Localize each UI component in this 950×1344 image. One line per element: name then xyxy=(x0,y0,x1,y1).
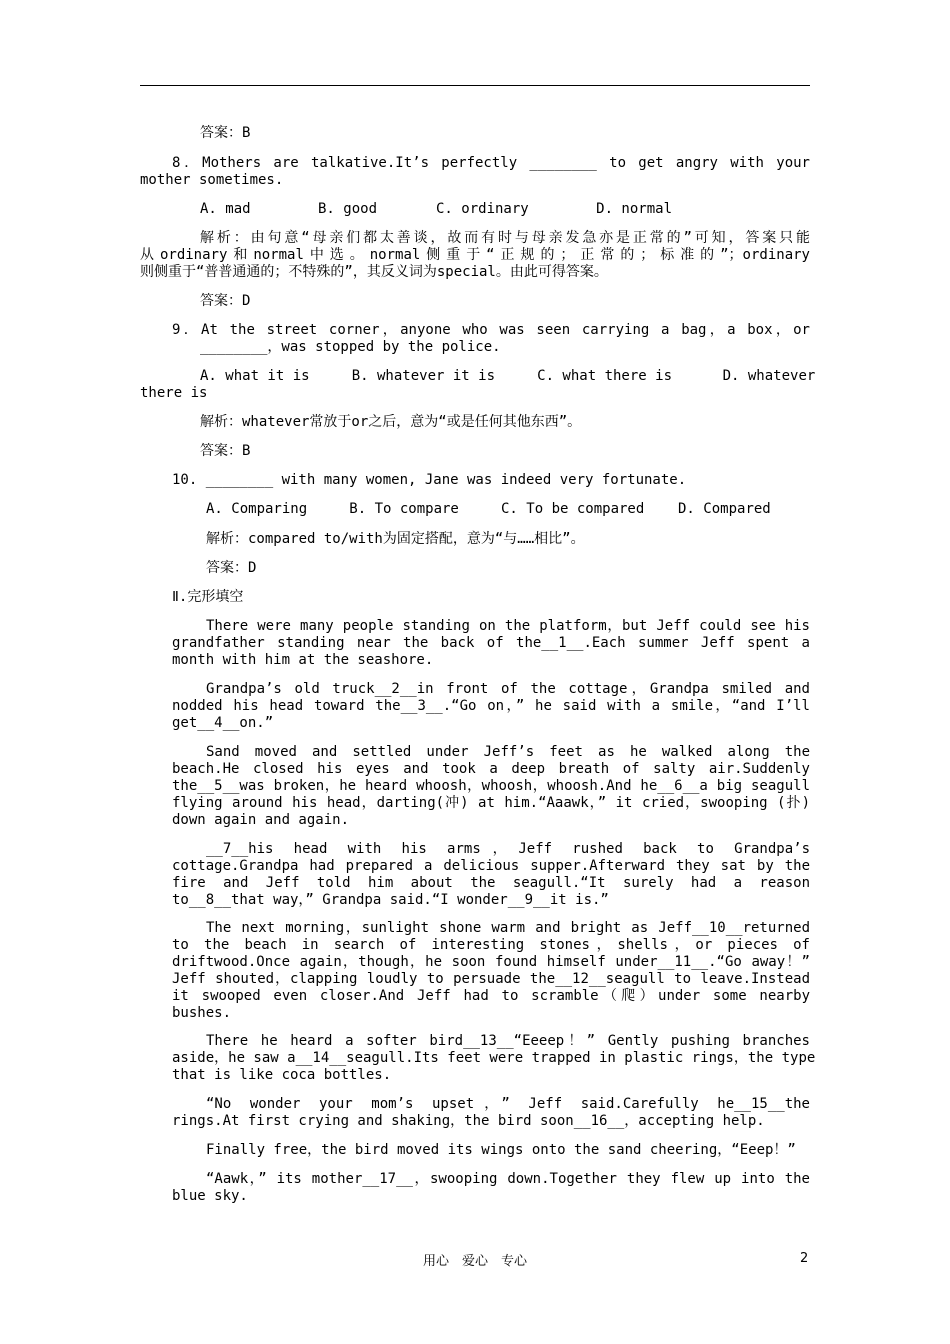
question-10-options: A. Comparing B. To compare C. To be compared D. Compared xyxy=(206,501,771,517)
cloze-p9-line-1: “Aawk，” its mother__17__，swooping down.Together they flew up into the xyxy=(206,1171,810,1187)
header-rule xyxy=(140,85,810,86)
question-8-line-2: mother sometimes. xyxy=(140,172,284,188)
cloze-p1-line-1: There were many people standing on the platform，but Jeff could see his xyxy=(206,618,810,634)
cloze-p6-line-2: aside，he saw a__14__seagull.Its feet were trapped in plastic rings，the type xyxy=(172,1050,816,1066)
answer-10: 答案：D xyxy=(206,560,257,576)
cloze-p3-line-1: Sand moved and settled under Jeff’s feet as he walked along the xyxy=(206,744,810,760)
cloze-p4-line-4: to__8__that way，” Grandpa said.“I wonder__9__it is.” xyxy=(172,892,609,908)
cloze-p2-line-1: Grandpa’s old truck__2__in front of the cottage，Grandpa smiled and xyxy=(206,681,810,697)
cloze-p1-line-2: grandfather standing near the back of the__1__.Each summer Jeff spent a xyxy=(172,635,810,651)
cloze-p9-line-2: blue sky. xyxy=(172,1188,248,1204)
cloze-p3-line-2: beach.He closed his eyes and took a deep breath of salty air.Suddenly xyxy=(172,761,810,777)
answer-8: 答案：D xyxy=(200,293,251,309)
cloze-p5-line-3: driftwood.Once again，though，he soon found himself under__11__.“Go away！” xyxy=(172,954,810,970)
cloze-p5-line-2: to the beach in search of interesting stones，shells，or pieces of xyxy=(172,937,810,953)
page-number: 2 xyxy=(800,1251,809,1266)
explanation-8-line-2: 从ordinary和normal中选。normal侧重于“正规的；正常的；标准的”；ordinary xyxy=(140,247,810,263)
answer-7: 答案：B xyxy=(200,125,251,141)
explanation-8-line-1: 解析：由句意“母亲们都太善谈，故而有时与母亲发急亦是正常的”可知，答案只能 xyxy=(200,230,810,246)
section-heading-cloze: Ⅱ.完形填空 xyxy=(172,589,244,605)
cloze-p1-line-3: month with him at the seashore. xyxy=(172,652,434,668)
cloze-p8-line-1: Finally free，the bird moved its wings onto the sand cheering，“Eeep！” xyxy=(206,1142,796,1158)
cloze-p7-line-2: rings.At first crying and shaking，the bird soon__16__，accepting help. xyxy=(172,1113,765,1129)
cloze-p5-line-1: The next morning，sunlight shone warm and bright as Jeff__10__returned xyxy=(206,920,810,936)
answer-9: 答案：B xyxy=(200,443,251,459)
explanation-10: 解析：compared to/with为固定搭配，意为“与……相比”。 xyxy=(206,531,585,547)
cloze-p3-line-5: down again and again. xyxy=(172,812,350,828)
cloze-p4-line-2: cottage.Grandpa had prepared a delicious supper.Afterward they sat by the xyxy=(172,858,810,874)
cloze-p2-line-2: nodded his head toward the__3__.“Go on，” he said with a smile，“and I’ll xyxy=(172,698,810,714)
cloze-p6-line-3: that is like coca bottles. xyxy=(172,1067,392,1083)
question-9-line-1: 9．At the street corner，anyone who was seen carrying a bag，a box，or xyxy=(172,322,810,338)
cloze-p3-line-4: flying around his head，darting(冲) at him.“Aaawk，” it cried，swooping (扑) xyxy=(172,795,810,811)
explanation-8-line-3: 则侧重于“普普通通的；不特殊的”，其反义词为special。由此可得答案。 xyxy=(140,264,608,280)
cloze-p3-line-3: the__5__was broken，he heard whoosh，whoosh，whoosh.And he__6__a big seagull xyxy=(172,778,810,794)
question-8-options: A. mad B. good C. ordinary D. normal xyxy=(200,201,673,217)
question-10: 10. ________ with many women, Jane was indeed very fortunate. xyxy=(172,472,687,488)
question-9-options-cont: there is xyxy=(140,385,208,401)
cloze-p4-line-3: fire and Jeff told him about the seagull.“It surely had a reason xyxy=(172,875,810,891)
page-footer: 用心 爱心 专心 xyxy=(422,1254,527,1269)
question-9-options: A. what it is B. whatever it is C. what there is D. whatever xyxy=(200,368,816,384)
explanation-9: 解析：whatever常放于or之后，意为“或是任何其他东西”。 xyxy=(200,414,582,430)
cloze-p5-line-5: it swooped even closer.And Jeff had to scramble（爬）under some nearby xyxy=(172,988,810,1004)
question-9-line-2: ________，was stopped by the police. xyxy=(200,339,501,355)
cloze-p4-line-1: __7__his head with his arms，Jeff rushed back to Grandpa’s xyxy=(206,841,810,857)
cloze-p5-line-4: Jeff shouted，clapping loudly to persuade the__12__seagull to leave.Instead xyxy=(172,971,810,987)
cloze-p6-line-1: There he heard a softer bird__13__“Eeeep！” Gently pushing branches xyxy=(206,1033,810,1049)
question-8-line-1: 8．Mothers are talkative.It’s perfectly ________ to get angry with your xyxy=(172,155,810,171)
cloze-p5-line-6: bushes. xyxy=(172,1005,232,1021)
cloze-p7-line-1: “No wonder your mom’s upset，” Jeff said.Carefully he__15__the xyxy=(206,1096,810,1112)
cloze-p2-line-3: get__4__on.” xyxy=(172,715,274,731)
